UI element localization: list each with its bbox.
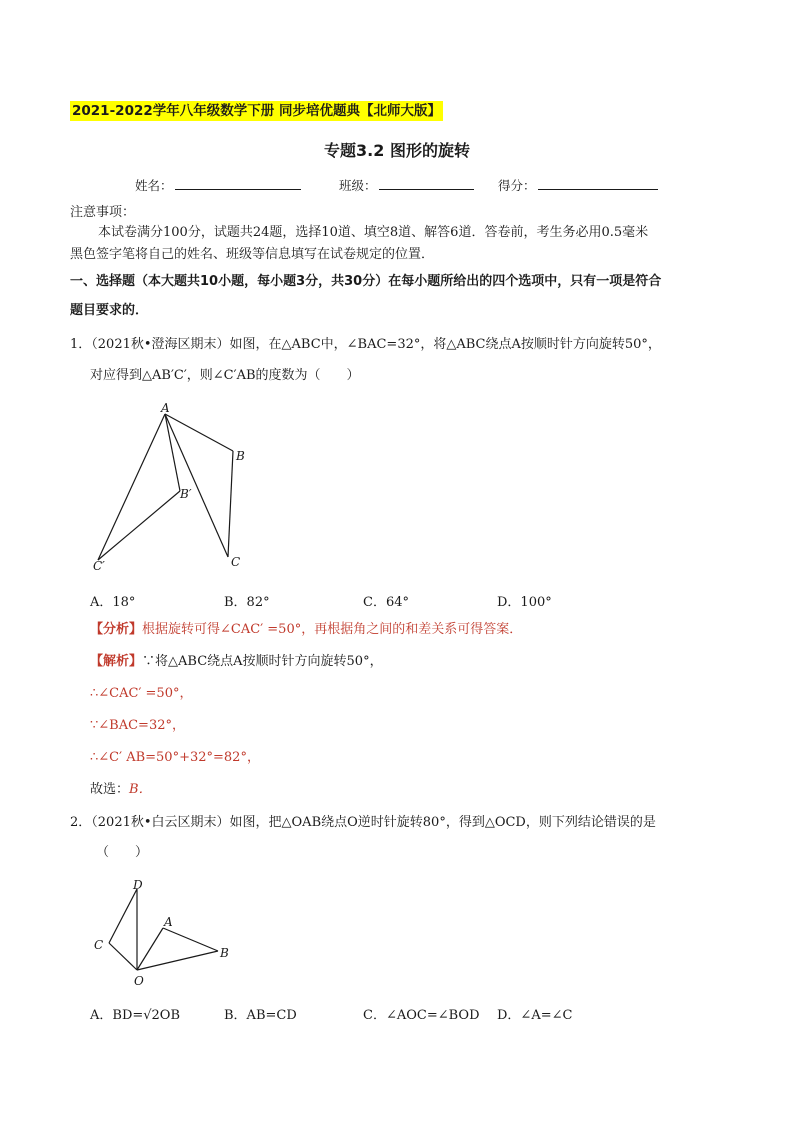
q1-label-A: A (161, 401, 170, 415)
q1-analysis (90, 621, 522, 639)
q2-label-A: A (164, 915, 173, 929)
q2-label-C: C (94, 938, 104, 952)
q2-option-d: D．∠A=∠C (497, 1008, 573, 1023)
section-heading-line-1: 一、选择题（本大题共10小题，每小题3分，共30分）在每小题所给出的四个选项中，只有一项是符合 (70, 274, 662, 289)
q1-option-d: D．100° (497, 595, 552, 610)
answer-value: B． (129, 782, 152, 797)
q1-step-3: ∴∠C′ AB=50°+32°=82°， (90, 750, 260, 765)
solution-text: ∵将△ABC绕点A按顺时针方向旋转50°， (142, 654, 383, 669)
q1-stem-line-1: 1．（2021秋•澄海区期末）如图，在△ABC中，∠BAC=32°，将△ABC绕点A按顺时针方向旋转50°， (70, 337, 661, 352)
q2-stem-line-1: 2．（2021秋•白云区期末）如图，把△OAB绕点O逆时针旋转80°，得到△OCD，则下列结论错误的是 (70, 815, 656, 830)
name-label: 姓名： (135, 178, 173, 193)
section-heading-line-2: 题目要求的． (70, 303, 149, 318)
page-title: 专题3.2 图形的旋转 (324, 141, 470, 160)
solution-tag: 【解析】 (90, 654, 143, 669)
q1-label-B: B (236, 449, 245, 463)
q2-option-a: A．BD=√2OB (90, 1008, 181, 1023)
q2-option-b: B．AB=CD (224, 1008, 297, 1023)
q1-solution (90, 653, 383, 671)
class-label: 班级： (339, 178, 377, 193)
q1-label-C: C (231, 555, 241, 569)
q1-step-1: ∴∠CAC′ =50°， (90, 686, 193, 701)
q2-label-B: B (220, 946, 229, 960)
analysis-text: 根据旋转可得∠CAC′ =50°，再根据角之间的和差关系可得答案． (142, 622, 523, 637)
q1-answer (90, 781, 152, 799)
q1-option-a: A．18° (90, 595, 136, 610)
q2-option-c: C．∠AOC=∠BOD (363, 1008, 480, 1023)
score-label: 得分： (498, 178, 536, 193)
q2-label-D: D (133, 878, 143, 892)
q1-option-c: C．64° (363, 595, 409, 610)
series-banner: 2021-2022学年八年级数学下册 同步培优题典【北师大版】 (72, 103, 441, 119)
q2-label-O: O (134, 974, 144, 988)
notice-heading: 注意事项： (70, 205, 136, 220)
q1-option-b: B．82° (224, 595, 270, 610)
answer-prefix: 故选： (90, 782, 130, 797)
analysis-tag: 【分析】 (90, 622, 143, 637)
q1-label-Cprime: C′ (93, 559, 105, 573)
notice-line-1: 本试卷满分100分，试题共24题，选择10道、填空8道、解答6道．答卷前，考生务必用0.5毫米 (98, 225, 649, 240)
q1-stem-line-2: 对应得到△AB′C′，则∠C′AB的度数为（ ） (90, 368, 360, 383)
q1-step-2: ∵∠BAC=32°， (90, 718, 185, 733)
q1-label-Bprime: B′ (180, 487, 192, 501)
q2-stem-line-2: （ ） (96, 845, 149, 860)
notice-line-2: 黑色签字笔将自己的姓名、班级等信息填写在试卷规定的位置． (70, 247, 435, 262)
